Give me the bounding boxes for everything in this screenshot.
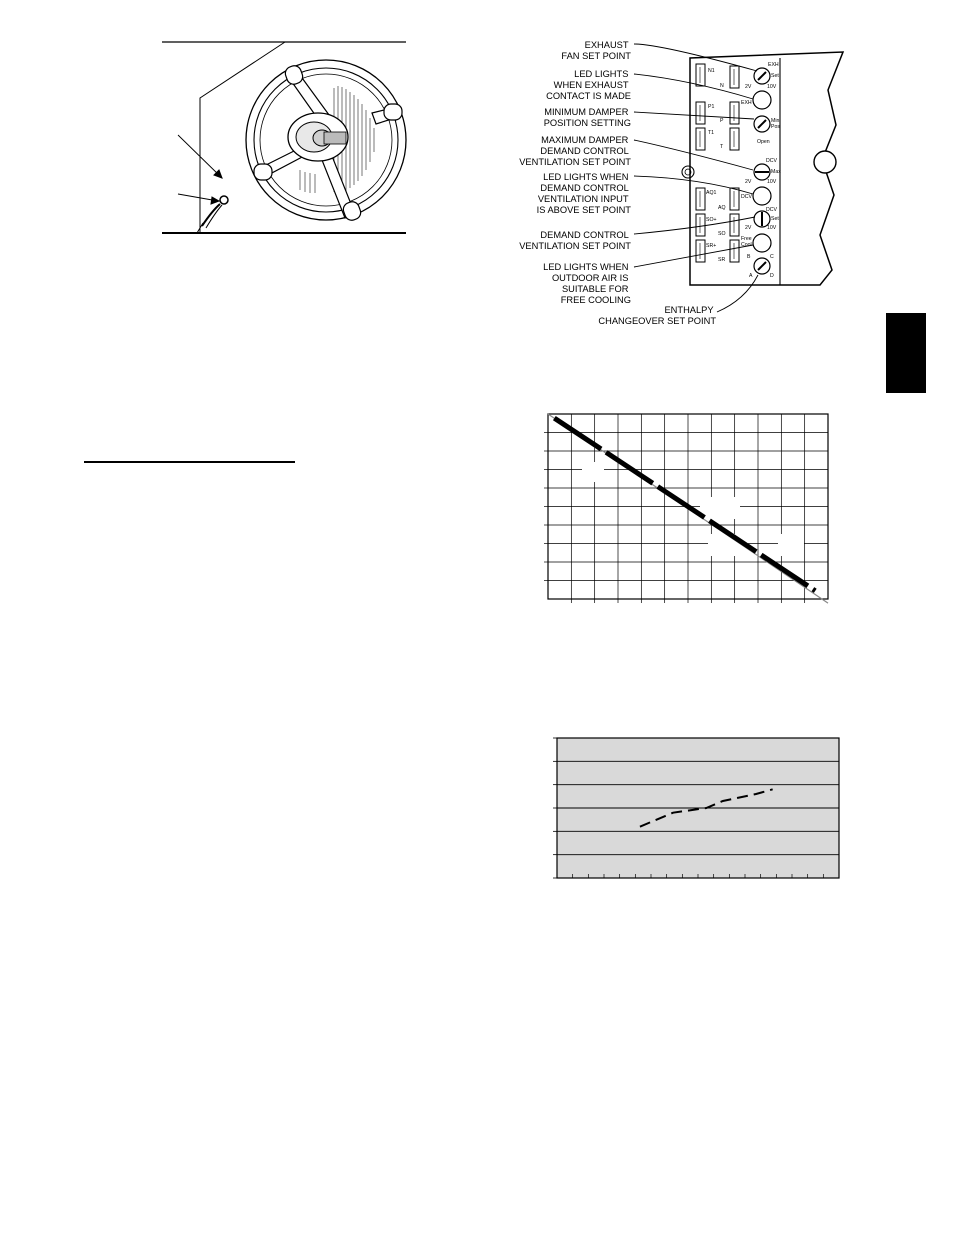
svg-text:2V: 2V bbox=[745, 225, 752, 231]
svg-text:Cool: Cool bbox=[741, 242, 752, 248]
label-enthalpy-changeover: ENTHALPY CHANGEOVER SET POINT bbox=[598, 305, 716, 326]
svg-text:T1: T1 bbox=[708, 130, 715, 136]
svg-text:SO+: SO+ bbox=[706, 217, 717, 223]
svg-text:Free: Free bbox=[741, 236, 752, 242]
svg-text:Max: Max bbox=[771, 169, 781, 175]
svg-text:T: T bbox=[720, 144, 724, 150]
svg-text:DCV: DCV bbox=[766, 207, 777, 213]
svg-text:EXH: EXH bbox=[768, 62, 779, 68]
svg-text:AQ1: AQ1 bbox=[706, 190, 717, 196]
label-max-damper-dcv: MAXIMUM DAMPER DEMAND CONTROL VENTILATION SET POINT bbox=[519, 135, 631, 167]
svg-text:2V: 2V bbox=[745, 179, 752, 185]
svg-text:Set: Set bbox=[771, 73, 779, 79]
svg-text:N: N bbox=[720, 83, 724, 89]
svg-text:10V: 10V bbox=[767, 84, 777, 90]
svg-text:Open: Open bbox=[757, 139, 770, 145]
label-led-dcv-input: LED LIGHTS WHEN DEMAND CONTROL VENTILATION INPUT IS ABOVE SET POINT bbox=[536, 172, 631, 215]
svg-text:B: B bbox=[747, 254, 751, 260]
label-exhaust-fan-set-point: EXHAUST FAN SET POINT bbox=[561, 40, 631, 61]
svg-text:AQ: AQ bbox=[718, 205, 726, 211]
svg-text:D: D bbox=[770, 273, 774, 279]
svg-text:2V: 2V bbox=[745, 84, 752, 90]
label-led-free-cooling: LED LIGHTS WHEN OUTDOOR AIR IS SUITABLE FOR FREE COOLING bbox=[543, 262, 631, 305]
svg-text:N1: N1 bbox=[708, 68, 715, 74]
svg-text:SR: SR bbox=[718, 257, 726, 263]
svg-text:EXH: EXH bbox=[741, 100, 752, 106]
svg-text:SO: SO bbox=[718, 231, 726, 237]
svg-text:A: A bbox=[749, 273, 753, 279]
svg-text:C: C bbox=[770, 254, 774, 260]
svg-text:Set: Set bbox=[771, 216, 779, 222]
svg-text:10V: 10V bbox=[767, 225, 777, 231]
svg-text:DCV: DCV bbox=[741, 194, 752, 200]
svg-text:Pos: Pos bbox=[771, 124, 780, 130]
svg-text:P1: P1 bbox=[708, 104, 715, 110]
label-min-damper-position: MINIMUM DAMPER POSITION SETTING bbox=[543, 107, 631, 128]
svg-text:SR+: SR+ bbox=[706, 243, 717, 249]
svg-text:10V: 10V bbox=[767, 179, 777, 185]
svg-text:Min: Min bbox=[771, 118, 780, 124]
svg-text:P: P bbox=[720, 118, 724, 124]
label-led-exhaust-contact: LED LIGHTS WHEN EXHAUST CONTACT IS MADE bbox=[546, 69, 631, 101]
label-dcv-set-point: DEMAND CONTROL VENTILATION SET POINT bbox=[519, 230, 631, 251]
svg-text:DCV: DCV bbox=[766, 158, 777, 164]
